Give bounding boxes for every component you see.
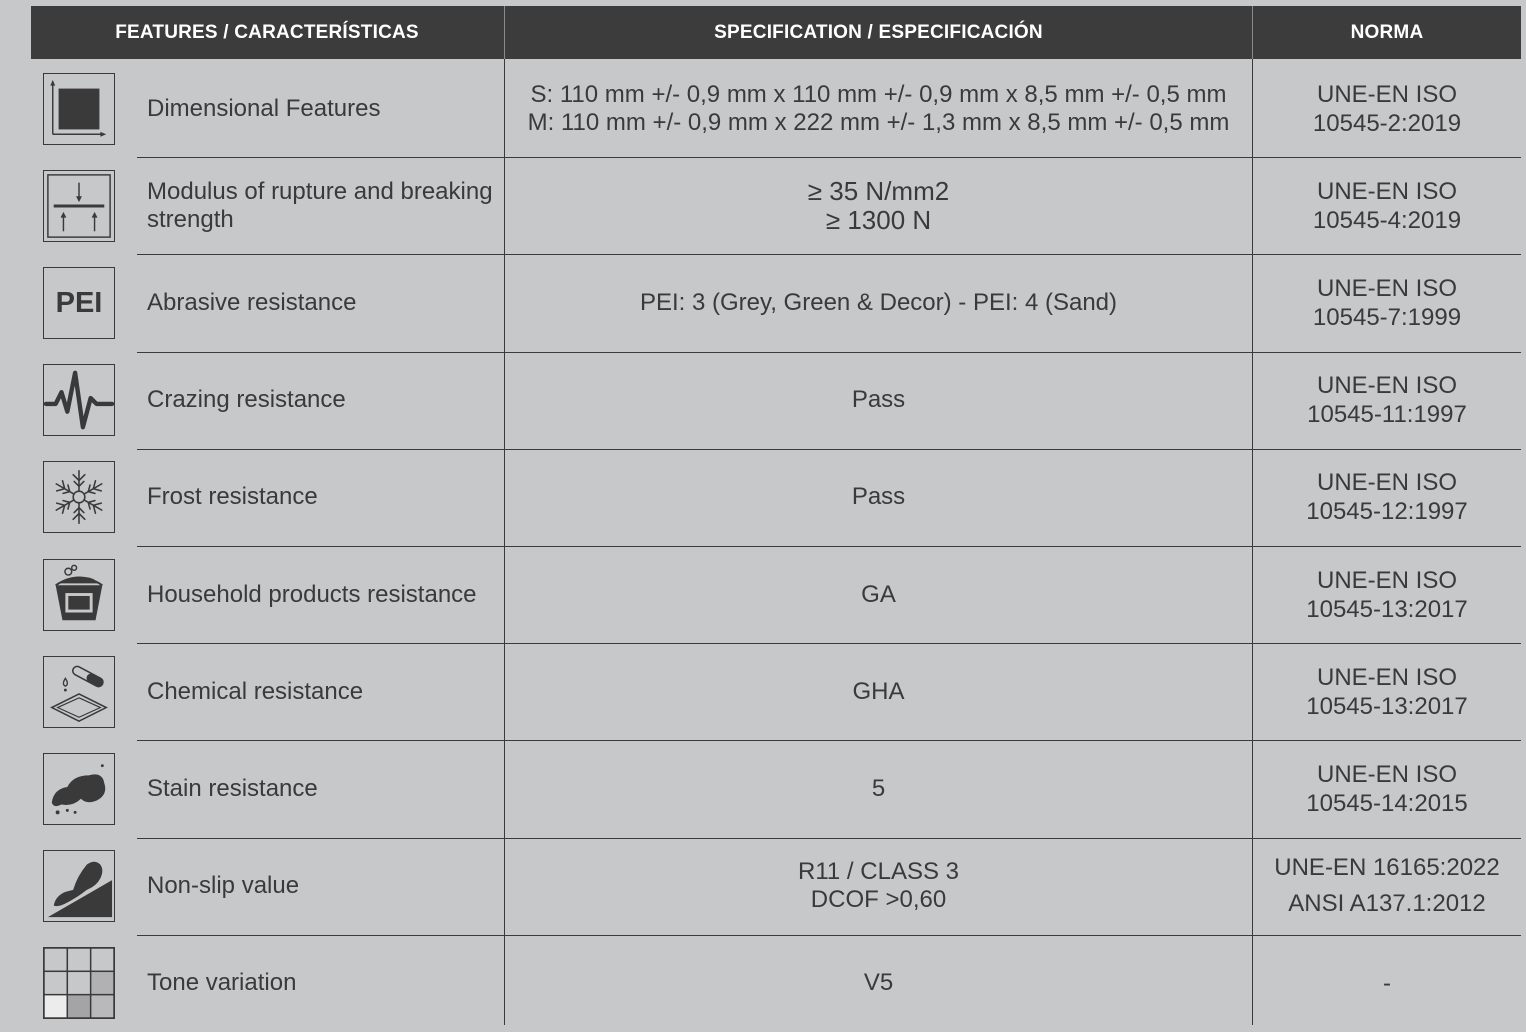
- spec-cell: [505, 157, 1252, 254]
- spec-cell: [505, 838, 1252, 935]
- header-specification: SPECIFICATION / ESPECIFICACIÓN: [714, 21, 1043, 43]
- norma-cell: [1253, 449, 1521, 546]
- feature-label: Frost resistance: [147, 483, 318, 511]
- norma-cell: [1253, 352, 1521, 449]
- column-divider: [504, 59, 505, 1025]
- norma-value: UNE-EN ISO: [1316, 469, 1457, 497]
- feature-label: Non-slip value: [147, 872, 300, 900]
- spec-value: Pass: [851, 483, 906, 511]
- norma-cell: [1253, 838, 1521, 935]
- header-norma: NORMA: [1350, 21, 1424, 43]
- norma-value: -: [1383, 969, 1391, 997]
- norma-cell: [1253, 157, 1521, 254]
- feature-label: Household products resistance: [147, 580, 477, 608]
- spec-value: PEI: 3 (Grey, Green & Decor) - PEI: 4 (Sand): [639, 288, 1118, 316]
- norma-value: 10545-12:1997: [1306, 498, 1468, 526]
- chemical-icon: [43, 656, 115, 728]
- norma-value: UNE-EN ISO: [1316, 566, 1457, 594]
- feature-label: Dimensional Features: [147, 94, 381, 122]
- norma-value: 10545-7:1999: [1312, 303, 1462, 331]
- feature-label: Modulus of rupture and breaking strength: [147, 177, 493, 233]
- pei-text: PEI: [55, 286, 103, 319]
- dimensions-icon: [43, 73, 115, 145]
- norma-value: UNE-EN ISO: [1316, 372, 1457, 400]
- spec-value: 5: [871, 774, 886, 802]
- spec-value: M: 110 mm +/- 0,9 mm x 222 mm +/- 1,3 mm x 8,5 mm +/- 0,5 mm: [527, 108, 1230, 136]
- norma-value: 10545-2:2019: [1312, 109, 1462, 137]
- spec-cell: [505, 449, 1252, 546]
- norma-value: UNE-EN ISO: [1316, 177, 1457, 205]
- pei-icon: [43, 267, 115, 339]
- feature-label: Abrasive resistance: [147, 288, 357, 316]
- spec-value: R11 / CLASS 3: [798, 858, 959, 886]
- norma-cell: [1253, 546, 1521, 643]
- norma-value: 10545-14:2015: [1306, 789, 1468, 817]
- norma-value: 10545-11:1997: [1307, 401, 1467, 429]
- feature-label: Crazing resistance: [147, 386, 346, 414]
- rupture-strength-icon: [43, 170, 115, 242]
- feature-label: Tone variation: [147, 969, 297, 997]
- stain-icon: [43, 753, 115, 825]
- spec-value: DCOF >0,60: [810, 886, 947, 914]
- bucket-icon: [43, 559, 115, 631]
- norma-value: 10545-4:2019: [1312, 206, 1462, 234]
- spec-cell: [505, 60, 1252, 157]
- spec-value: ≥ 1300 N: [825, 204, 932, 235]
- norma-value: UNE-EN 16165:2022: [1274, 854, 1500, 882]
- spec-cell: [505, 254, 1252, 351]
- norma-value: UNE-EN ISO: [1316, 80, 1457, 108]
- norma-value: UNE-EN ISO: [1316, 760, 1457, 788]
- norma-value: 10545-13:2017: [1306, 595, 1468, 623]
- spec-value: Pass: [851, 386, 906, 414]
- norma-cell: [1253, 643, 1521, 740]
- spec-value: V5: [863, 969, 894, 997]
- crazing-icon: [43, 364, 115, 436]
- norma-cell: [1253, 935, 1521, 1032]
- spec-value: S: 110 mm +/- 0,9 mm x 110 mm +/- 0,9 mm x 8,5 mm +/- 0,5 mm: [530, 80, 1227, 108]
- norma-cell: [1253, 254, 1521, 351]
- norma-value: UNE-EN ISO: [1316, 663, 1457, 691]
- spec-value: GA: [861, 580, 896, 608]
- spec-cell: [505, 935, 1252, 1032]
- norma-value: UNE-EN ISO: [1316, 274, 1457, 302]
- spec-cell: [505, 643, 1252, 740]
- snowflake-icon: [43, 461, 115, 533]
- spec-cell: [505, 546, 1252, 643]
- table-header: [31, 6, 1521, 59]
- norma-cell: [1253, 60, 1521, 157]
- non-slip-icon: [43, 850, 115, 922]
- norma-value: 10545-13:2017: [1306, 692, 1468, 720]
- feature-label: Chemical resistance: [147, 677, 364, 705]
- norma-value: ANSI A137.1:2012: [1288, 890, 1486, 918]
- feature-label: Stain resistance: [147, 774, 318, 802]
- spec-cell: [505, 740, 1252, 837]
- spec-value: GHA: [852, 677, 905, 705]
- spec-cell: [505, 352, 1252, 449]
- tone-variation-icon: [43, 947, 115, 1019]
- norma-cell: [1253, 740, 1521, 837]
- column-divider: [1252, 59, 1253, 1025]
- spec-value: ≥ 35 N/mm2: [807, 175, 950, 206]
- header-features: FEATURES / CARACTERÍSTICAS: [115, 21, 419, 43]
